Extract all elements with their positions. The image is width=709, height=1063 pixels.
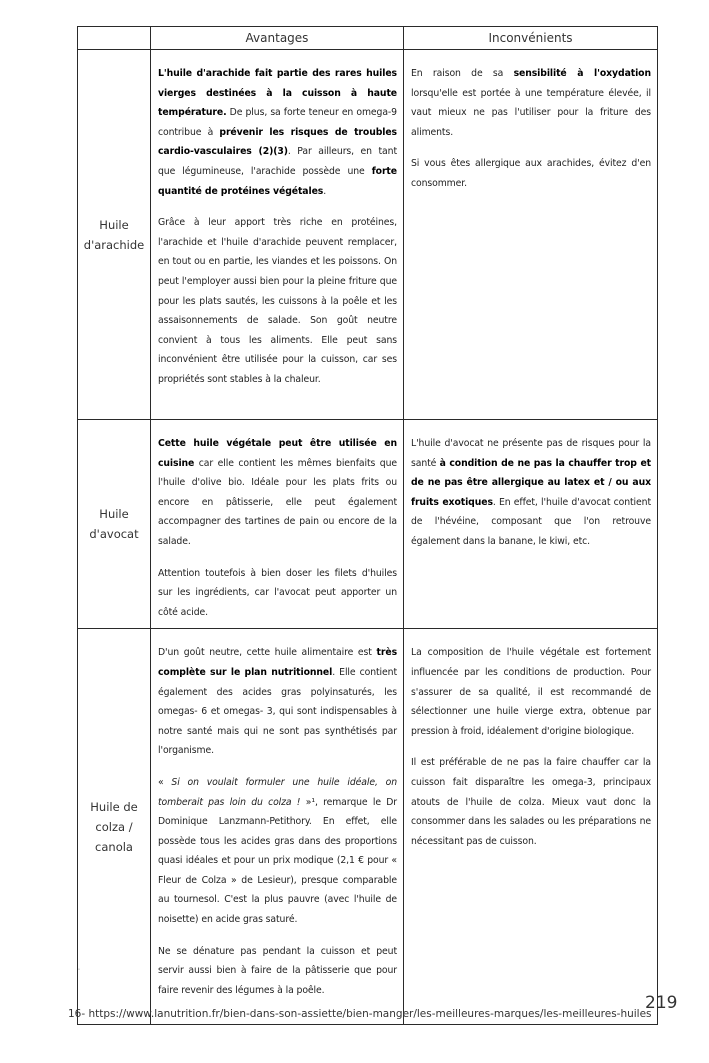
paragraph bbox=[411, 64, 651, 142]
text-run: . Par ailleurs, en tant que légumineuse, l'arachide possède une bbox=[158, 146, 397, 177]
row-label-line: Huile bbox=[99, 217, 129, 232]
row-label-line: canola bbox=[95, 839, 133, 854]
paragraph bbox=[158, 942, 397, 1001]
text-run: « bbox=[158, 776, 172, 788]
disadvantages-cell bbox=[404, 629, 658, 1025]
bold-text: forte quantité de protéines végétales bbox=[158, 165, 397, 197]
row-label-line: colza / bbox=[95, 819, 133, 834]
row-label bbox=[78, 50, 151, 420]
advantages-cell bbox=[151, 50, 404, 420]
paragraph bbox=[158, 434, 397, 552]
disadvantages-cell bbox=[404, 50, 658, 420]
paragraph bbox=[158, 773, 397, 930]
table-row bbox=[78, 420, 658, 629]
row-label bbox=[78, 420, 151, 629]
text-run: Il est préférable de ne pas la faire chauffer car la cuisson fait disparaître les omega-3, principaux atouts de l'huile de colza. Mieux vaut donc la consommer dans les salades ou les préparations ne nécessitant pas de cuisson. bbox=[411, 757, 651, 847]
text-run: Ne se dénature pas pendant la cuisson et peut servir aussi bien à faire de la pâtisserie que pour faire revenir des légumes à la poêle. bbox=[158, 945, 397, 996]
disadvantages-cell bbox=[404, 420, 658, 629]
text-run: Attention toutefois à bien doser les filets d'huiles sur les ingrédients, car l'avocat peut apporter un côté acide. bbox=[158, 567, 397, 618]
text-run: lorsqu'elle est portée à une température élevée, il vaut mieux ne pas l'utiliser pour la friture des aliments. bbox=[411, 87, 651, 138]
paragraph bbox=[158, 64, 397, 201]
header-disadvantages: Inconvénients bbox=[404, 27, 658, 50]
stray-mark: ˙ bbox=[77, 968, 81, 977]
italic-text: Si on voulait formuler une huile idéale, on tomberait pas loin du colza ! bbox=[158, 776, 398, 808]
row-label-line: Huile bbox=[99, 507, 129, 522]
table-header-row bbox=[78, 27, 658, 50]
footnote: 16- https://www.lanutrition.fr/bien-dans-son-assiette/bien-manger/les-meilleures-marques/les-meilleures-huiles bbox=[68, 1008, 652, 1020]
bold-text: très complète sur le plan nutritionnel bbox=[158, 647, 397, 678]
row-label-line: Huile de bbox=[90, 799, 138, 814]
text-run: »¹, remarque le Dr Dominique Lanzmann-Petithory. En effet, elle possède tous les acides gras dans des proportions quasi idéales et pour un prix modique (2,1 € pour « Fleur de Colza » de Lesieur), presque comparable au tournesol. C'est la plus pauvre (avec l'huile de noisette) en acide gras saturé. bbox=[158, 796, 397, 926]
text-run: La composition de l'huile végétale est fortement influencée par les conditions de production. Pour s'assurer de sa qualité, il est recommandé de sélectionner une huile vierge extra, obtenue par pression à froid, idéalement d'origine biologique. bbox=[411, 647, 651, 737]
text-run: car elle contient les mêmes bienfaits que l'huile d'olive bio. Idéale pour les plats frits ou encore en pâtisserie, elle peut également accompagner des tartines de pain ou encore de la salade. bbox=[158, 457, 397, 547]
page-number: 219 bbox=[645, 993, 678, 1013]
paragraph bbox=[411, 434, 651, 552]
row-label-line: d'arachide bbox=[83, 237, 145, 252]
advantages-cell bbox=[151, 629, 404, 1025]
bold-text: sensibilité à l'oxydation bbox=[513, 68, 651, 79]
paragraph bbox=[411, 753, 651, 851]
paragraph bbox=[411, 154, 651, 193]
paragraph bbox=[158, 213, 397, 389]
text-run: En raison de sa bbox=[411, 68, 514, 79]
text-run: . Elle contient également des acides gras polyinsaturés, les omegas- 6 et omegas- 3, qui sont indispensables à notre santé mais qui ne sont pas synthétisés par l'organisme. bbox=[158, 666, 398, 757]
text-run: D'un goût neutre, cette huile alimentaire est bbox=[158, 647, 377, 659]
header-corner bbox=[78, 27, 151, 50]
text-run: L'huile d'avocat ne présente pas de risques pour la santé bbox=[411, 438, 651, 469]
text-run: De plus, sa forte teneur en omega-9 contribue à bbox=[158, 107, 397, 138]
oil-comparison-table bbox=[77, 26, 658, 1025]
advantages-cell bbox=[151, 420, 404, 629]
text-run: Si vous êtes allergique aux arachides, évitez d'en consommer. bbox=[411, 158, 651, 189]
text-run: . bbox=[323, 185, 327, 197]
table-row bbox=[78, 50, 658, 420]
text-run: . En effet, l'huile d'avocat contient de l'hévéine, composant que l'on retrouve également dans la banane, le kiwi, etc. bbox=[411, 496, 651, 547]
row-label-line: d'avocat bbox=[89, 527, 139, 542]
bold-text: à condition de ne pas la chauffer trop et de ne pas être allergique au latex et / ou aux fruits exotiques bbox=[411, 457, 651, 508]
header-advantages: Avantages bbox=[151, 27, 404, 50]
bold-text: prévenir les risques de troubles cardio-vasculaires (2)(3) bbox=[158, 126, 397, 158]
paragraph bbox=[411, 643, 651, 741]
bold-text: L'huile d'arachide fait partie des rares huiles vierges destinées à la cuisson à haute température. bbox=[158, 68, 397, 119]
bold-text: Cette huile végétale peut être utilisée en cuisine bbox=[158, 438, 397, 469]
text-run: Grâce à leur apport très riche en protéines, l'arachide et l'huile d'arachide peuvent remplacer, en tout ou en partie, les viandes et les poissons. On peut l'employer aussi bien pour la pleine friture que pour les plats sautés, les cuissons à la poêle et les assaisonnements de salade. Son goût neutre convient à tous les aliments. Elle peut sans inconvénient être utilisée pour la cuisson, car ses propriétés sont stables à la chaleur. bbox=[158, 217, 397, 385]
row-label bbox=[78, 629, 151, 1025]
paragraph bbox=[158, 643, 397, 761]
table-row bbox=[78, 629, 658, 1025]
paragraph bbox=[158, 564, 397, 623]
